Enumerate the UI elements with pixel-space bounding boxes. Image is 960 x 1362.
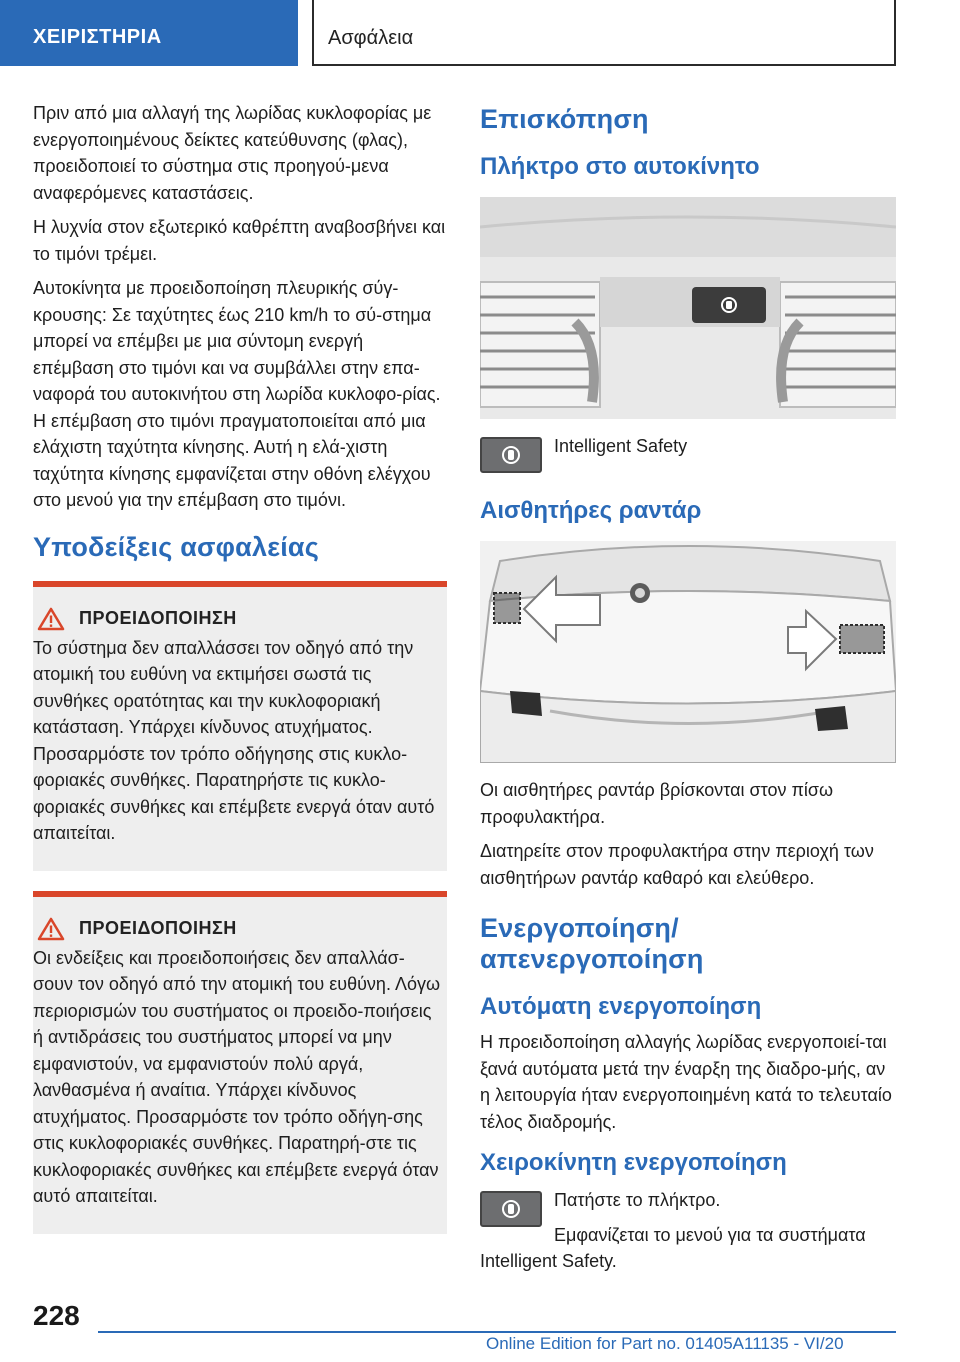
button-legend: [480, 433, 896, 473]
rear-bumper-radar-image: [480, 541, 896, 763]
paragraph: Πριν από μια αλλαγή της λωρίδας κυκλοφορίας με ενεργοποιημένους δείκτες κατεύθυνσης (φλας), προειδοποιεί το σύστημα στις προηγού-μενα αναφερόμενες καταστάσεις.: [33, 103, 432, 203]
onoff-heading: Ενεργοποίηση/απενεργοποίηση: [480, 913, 704, 974]
radar-paragraph: Οι αισθητήρες ραντάρ βρίσκονται στον πίσω προφυλακτήρα.: [480, 780, 834, 827]
overview-heading: Επισκόπηση: [480, 104, 649, 134]
paragraph: Αυτοκίνητα με προειδοποίηση πλευρικής σύγ-κρουσης: Σε ταχύτητες έως 210 km/h το σύ-στημα μπορεί να επέμβει με μια σύντομη ενεργή επέμβαση στο τιμόνι και να συμβάλλει στην επα-ναφορά του αυτοκινήτου στη λωρίδα κυκλοφο-ρίας. Η επέμβαση στο τιμόνι πραγματοποιείται από μια ελάχιστη ταχύτητα κίνησης. Αυτή η ελά-χιστη ταχύτητα κίνησης εμφανίζεται στην οθόνη ελέγχου στο μενού για την επέμβαση στο τιμόνι.: [33, 278, 441, 510]
auto-paragraph: Η προειδοποίηση αλλαγής λωρίδας ενεργοποιεί-ται ξανά αυτόματα μετά την έναρξη της διαδρο-μής, αν η λειτουργία ήταν ενεργοποιημένη κατά το τελευταίο τέλος διαδρομής.: [480, 1032, 892, 1132]
warning-triangle-icon: [37, 607, 65, 631]
warning-box: [33, 891, 447, 1234]
manual-step: Πατήστε το πλήκτρο.: [554, 1190, 721, 1210]
section-header: [312, 0, 896, 66]
left-column: [33, 100, 447, 1234]
warning-title-row: [33, 607, 441, 631]
paragraph: Η λυχνία στον εξωτερικό καθρέπτη αναβοσβήνει και το τιμόνι τρέμει.: [33, 217, 446, 264]
footer-divider: [98, 1331, 896, 1333]
page-number: 228: [33, 1300, 80, 1331]
dashboard-button-image: [480, 197, 896, 419]
safety-heading: Υποδείξεις ασφαλείας: [33, 531, 319, 562]
button-label: Intelligent Safety: [554, 436, 688, 456]
rear-car-illustration: [480, 541, 896, 763]
section-title: Ασφάλεια: [328, 27, 414, 49]
warning-title: ΠΡΟΕΙΔΟΠΟΙΗΣΗ: [79, 608, 237, 628]
intelligent-safety-button-icon: [480, 1191, 542, 1227]
edition-info: Online Edition for Part no. 01405A11135 - VI/20: [486, 1334, 844, 1353]
radar-paragraph: Διατηρείτε στον προφυλακτήρα στην περιοχή των αισθητήρων ραντάρ καθαρό και ελεύθερο.: [480, 841, 874, 888]
manual-result: Εμφανίζεται το μενού για τα συστήματα Intelligent Safety.: [480, 1224, 866, 1271]
auto-heading: Αυτόματη ενεργοποίηση: [480, 993, 762, 1020]
warning-text: Οι ενδείξεις και προειδοποιήσεις δεν απαλλάσ-σουν τον οδηγό από την ατομική του ευθύνη. Λόγω περιορισμών του συστήματος οι προειδο-ποιήσεις ή αντιδράσεις του συστήματος μπορεί να μην εμφανιστούν, να εμφανιστούν πολύ αργά, λανθασμένα ή αναίτια. Υπάρχει κίνδυνος ατυχήματος. Προσαρμόστε τον τρόπο οδήγη-σης στις κυκλοφοριακές συνθήκες. Παρατηρή-στε τις κυκλοφοριακές συνθήκες και επέμβετε ενεργά όταν αυτό απαιτείται.: [33, 947, 441, 1206]
warning-text: Το σύστημα δεν απαλλάσσει τον οδηγό από την ατομική του ευθύνη να εκτιμήσει σωστά τις συνθήκες ορατότητας και την κυκλοφοριακή κατάσταση. Υπάρχει κίνδυνος ατυχήματος. Προσαρμόστε τον τρόπο οδήγησης στις κυκλο-φοριακές συνθήκες. Παρατηρήστε τις κυκλο-φοριακές συνθήκες και επέμβετε ενεργά όταν αυτό απαιτείται.: [33, 637, 435, 843]
warning-box: [33, 581, 447, 871]
manual-instructions: [480, 1187, 896, 1275]
button-heading: Πλήκτρο στο αυτοκίνητο: [480, 153, 760, 180]
right-column: [480, 100, 896, 1283]
radar-heading: Αισθητήρες ραντάρ: [480, 497, 702, 524]
warning-title: ΠΡΟΕΙΔΟΠΟΙΗΣΗ: [79, 918, 237, 938]
manual-heading: Χειροκίνητη ενεργοποίηση: [480, 1149, 787, 1176]
chapter-tab: [0, 0, 298, 66]
warning-title-row: [33, 917, 441, 941]
intelligent-safety-button-icon: [480, 437, 542, 473]
chapter-title: ΧΕΙΡΙΣΤΗΡΙΑ: [33, 26, 162, 48]
dashboard-illustration: [480, 197, 896, 419]
warning-triangle-icon: [37, 917, 65, 941]
